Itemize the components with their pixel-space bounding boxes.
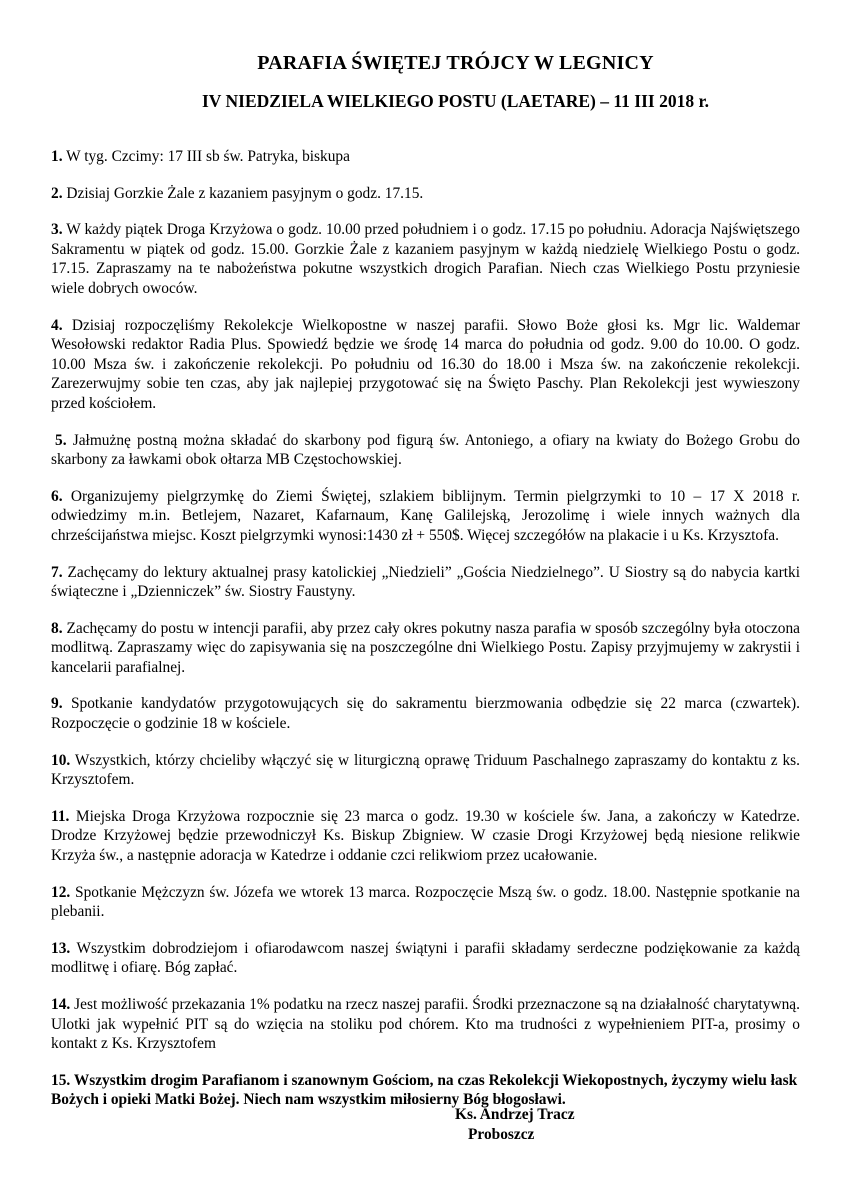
item-number: 10. xyxy=(51,751,71,769)
item-text: Miejska Droga Krzyżowa rozpocznie się 23 marca o godz. 19.30 w kościele św. Jana, a zakończy w Katedrze. Drodze Krzyżowej będzie przewodniczył Ks. Biskup Zbigniew. W czasie Drogi Krzyżowej będą niesione relikwie Krzyża św., a następnie adoracja w Katedrze i oddanie czci relikwiom przez ucałowanie. xyxy=(51,807,800,865)
item-text: Wszystkich, którzy chcieliby włączyć się w liturgiczną oprawę Triduum Paschalnego zapraszamy do kontaktu z ks. Krzysztofem. xyxy=(51,751,800,789)
announcement-item xyxy=(51,939,800,978)
announcement-item xyxy=(51,316,800,414)
document-title: PARAFIA ŚWIĘTEJ TRÓJCY W LEGNICY xyxy=(257,52,654,74)
item-text: Zachęcamy do postu w intencji parafii, aby przez cały okres pokutny nasza parafia w sposób szczególny była otoczona modlitwą. Zapraszamy więc do zapisywania się na poszczególne dni Wielkiego Postu. Zapisy przyjmujemy w zakrystii i kancelarii parafialnej. xyxy=(51,619,800,676)
signature-block xyxy=(455,1105,575,1145)
item-number: 8. xyxy=(51,619,63,637)
announcement-item xyxy=(51,147,800,167)
item-text: Organizujemy pielgrzymkę do Ziemi Świętej, szlakiem biblijnym. Termin pielgrzymki to 10 – 17 X 2018 r. odwiedzimy m.in. Betlejem, Nazaret, Kafarnaum, Kanę Galilejską, Jerozolimę i wiele innych ważnych dla chrześcijaństwa miejsc. Koszt pielgrzymki wynosi:1430 zł + 550$. Więcej szczegółów na plakacie i u Ks. Krzysztofa. xyxy=(51,487,800,544)
item-text: Jest możliwość przekazania 1% podatku na rzecz naszej parafii. Środki przeznaczone są na działalność charytatywną. Ulotki jak wypełnić PIT są do wzięcia na stoliku pod chórem. Kto ma trudności z wypełnieniem PIT-a, prosimy o kontakt z Ks. Krzysztofem xyxy=(51,996,800,1053)
announcement-item xyxy=(51,883,800,922)
item-text: Dzisiaj Gorzkie Żale z kazaniem pasyjnym o godz. 17.15. xyxy=(62,184,424,202)
announcement-item xyxy=(51,995,800,1054)
item-number: 12. xyxy=(51,883,71,901)
announcement-list xyxy=(51,147,800,1127)
item-text: Spotkanie kandydatów przygotowujących się do sakramentu bierzmowania odbędzie się 22 marca (czwartek). Rozpoczęcie o godzinie 18 w kościele. xyxy=(51,695,800,733)
signature-name: Ks. Andrzej Tracz xyxy=(455,1106,575,1123)
item-text: Spotkanie Mężczyzn św. Józefa we wtorek 13 marca. Rozpoczęcie Mszą św. o godz. 18.00. Następnie spotkanie na plebanii. xyxy=(51,883,800,921)
item-text: Wszystkim drogim Parafianom i szanownym Gościom, na czas Rekolekcji Wiekopostnych, życzymy wielu łask Bożych i opieki Matki Bożej. Niech nam wszystkim miłosierny Bóg błogosławi. xyxy=(51,1071,798,1109)
item-number: 9. xyxy=(51,695,63,713)
item-text: Wszystkim dobrodziejom i ofiarodawcom naszej świątyni i parafii składamy serdeczne podziękowanie za każdą modlitwę i ofiarę. Bóg zapłać. xyxy=(51,939,800,977)
item-text: W tyg. Czcimy: 17 III sb św. Patryka, biskupa xyxy=(62,148,350,165)
item-number: 5. xyxy=(55,431,67,449)
announcement-item xyxy=(51,184,800,204)
signature-role: Proboszcz xyxy=(468,1126,535,1143)
announcement-item xyxy=(51,431,800,470)
item-text: W każdy piątek Droga Krzyżowa o godz. 10.00 przed południem i o godz. 17.15 po południu. Adoracja Najświętszego Sakramentu w piątek od godz. 15.00. Gorzkie Żale z kazaniem pasyjnym w każdą niedzielę Wielkiego Postu o godz. 17.15. Zapraszamy na te nabożeństwa pokutne wszystkich drogich Parafian. Niech czas Wielkiego Postu przyniesie wiele dobrych owoców. xyxy=(51,221,800,297)
item-number: 2. xyxy=(51,184,63,202)
announcement-item xyxy=(51,751,800,790)
document-subtitle: IV NIEDZIELA WIELKIEGO POSTU (LAETARE) – 11 III 2018 r. xyxy=(202,91,709,111)
announcement-item xyxy=(51,487,800,546)
item-text: Dzisiaj rozpoczęliśmy Rekolekcje Wielkopostne w naszej parafii. Słowo Boże głosi ks. Mgr lic. Waldemar Wesołowski redaktor Radia Plus. Spowiedź będzie we środę 14 marca do południa od godz. 9.00 do 10.00. O godz. 10.00 Msza św. i zakończenie rekolekcji. Po południu od 16.30 do 18.00 i Msza św. na zakończenie rekolekcji. Zarezerwujmy sobie ten czas, aby jak najlepiej przygotować się na Święto Paschy. Plan Rekolekcji jest wywieszony przed kościołem. xyxy=(51,316,800,412)
item-number: 6. xyxy=(51,487,63,505)
item-text: Jałmużnę postną można składać do skarbony pod figurą św. Antoniego, a ofiary na kwiaty do Bożego Grobu do skarbony za ławkami obok ołtarza MB Częstochowskiej. xyxy=(51,431,800,469)
item-text: Zachęcamy do lektury aktualnej prasy katolickiej „Niedzieli” „Gościa Niedzielnego”. U Siostry są do nabycia kartki świąteczne i „Dzienniczek” św. Siostry Faustyny. xyxy=(51,563,800,601)
announcement-item xyxy=(51,563,800,602)
item-number: 7. xyxy=(51,563,63,581)
announcement-item xyxy=(51,807,800,866)
item-number: 4. xyxy=(51,316,63,334)
item-number: 13. xyxy=(51,939,71,957)
item-number: 3. xyxy=(51,221,63,239)
item-number: 11. xyxy=(51,807,70,825)
item-number: 14. xyxy=(51,996,71,1013)
announcement-item xyxy=(51,619,800,678)
announcement-item xyxy=(51,1071,800,1110)
announcement-item xyxy=(51,694,800,733)
announcement-item xyxy=(51,220,800,298)
item-number: 15. xyxy=(51,1071,71,1089)
item-number: 1. xyxy=(51,148,63,165)
